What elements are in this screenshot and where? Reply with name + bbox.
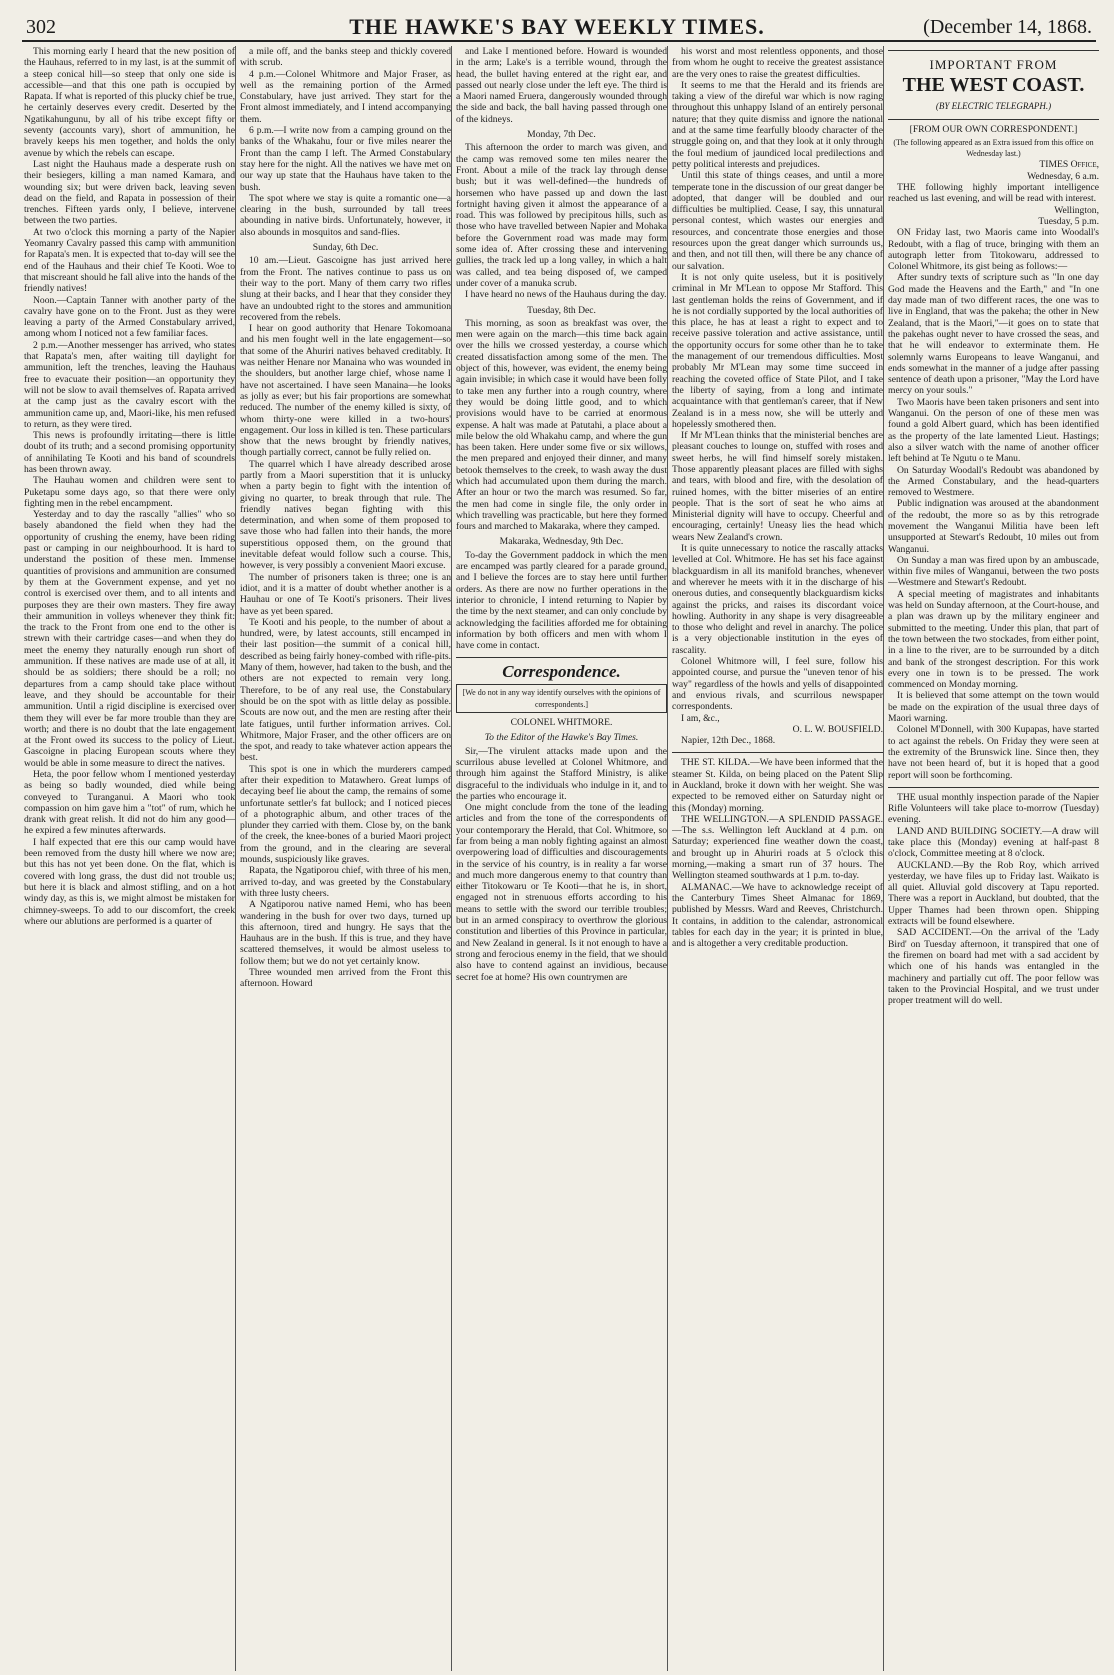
headline-west-coast: THE WEST COAST. [902,74,1085,97]
dateline: Makaraka, Wednesday, 9th Dec. [499,536,624,548]
dateline: Sunday, 6th Dec. [312,242,379,254]
column-4 [672,46,883,1671]
letter-dateline: Napier, 12th Dec., 1868. [681,735,776,747]
paragraph: Colonel Whitmore will, I feel sure, follow his appointed course, and pursue the "uneven tenor of his way" regardless of the howls and yells of disappointed and envious rivals, and scurrilous newspaper correspondents. [672,656,883,713]
telegraph-credit: (BY ELECTRIC TELEGRAPH.) [935,101,1052,112]
paragraph: THE following highly important intelligence reached us last evening, and will be read with interest. [888,182,1099,205]
paragraph: I have heard no news of the Hauhaus during the day. [465,289,667,301]
paragraph: On Saturday Woodall's Redoubt was abandoned by the Armed Constabulary, and the head-quarters removed to Westmere. [888,464,1099,499]
paragraph: 2 p.m.—Another messenger has arrived, who states that Rapata's men, after waiting till daylight for ammunition, left the trenches, leaving the Hauhaus free to evacuate their position—an opportunity they will not be slow to avail themselves of. Rapata arrived at the camp just as the cavalry escort with the ammunition came up, and, Maori-like, his men refused to return, as they were tired. [24,339,235,430]
page-number: 302 [26,16,56,38]
paragraph: It is quite unnecessary to notice the rascally attacks levelled at Col. Whitmore. He has set his face against blackguardism in all its manifold branches, whenever and wherever he meets with it in the discharge of his onerous duties, and consequently blackguardism kicks against the pricks, and raises its discordant voice howling. Authority in any shape is very disagreeable to those who delight and revel in anarchy. The police is a very objectionable institution in the eyes of rascality. [672,543,883,656]
column-3 [456,46,667,1671]
dateline: TIMES Office, [1039,159,1099,171]
paragraph: Sir,—The virulent attacks made upon and the scurrilous abuse levelled at Colonel Whitmore, and through him against the Stafford Ministry, is alike disgraceful to the individuals who indulge in it, and to the parties who encourage it. [456,745,667,802]
dateline: Tuesday, 8th Dec. [527,304,596,316]
paragraph: This spot is one in which the murderers camped after their expedition to Matawhero. Great lumps of decaying beef lie about the camp, the remains of some unfortunate settler's fat bullock; and I noticed pieces of a photographic album, and other traces of the plunder they carried with them. Close by, on the bank of the creek, the knee-bones of a buried Maori project from the ground, and in the clearing are several mounds, suspiciously like graves. [240,763,451,866]
paragraph: Heta, the poor fellow whom I mentioned yesterday as being so badly wounded, died while being conveyed to Turanganui. A Maori who took compassion on him gave him a "tot" of rum, which he drank with great relish. It did not do him any good—he expired a few minutes afterwards. [24,769,235,837]
section-rule [672,752,883,753]
paragraph: To-day the Government paddock in which the men are encamped was partly cleared for a parade ground, and I believe the forces are to stay here until further orders. As there are now no further operations in the interior to chronicle, I intend returning to Napier by the time by the next steamer, and can only conclude by acknowledging the facilities afforded me for obtaining information by both officers and men with whom I have come in contact. [456,549,667,652]
paragraph: It is not only quite useless, but it is positively criminal in Mr M'Lean to oppose Mr Stafford. This last gentleman holds the reins of Government, and if he is not cordially supported by the local authorities of this place, he has at least a right to expect and to receive passive toleration and active assistance, until the opportunity occurs for some other than he to take the management of our tremendous difficulties. Most probably Mr M'Lean may some time succeed in reaching the coveted office of State Pilot, and I take the liberty of saying, from a long and intimate acquaintance with that gentleman's career, that if New Zealand is in a mess now, she will be utterly and hopelessly smothered then. [672,271,883,430]
paragraph: One might conclude from the tone of the leading articles and from the tone of the correspondents of your contemporary the Herald, that Col. Whitmore, so far from being a man nobly fighting against an almost overpowering load of difficulties and discouragements in the service of his country, is in reality a far worse and much more dangerous enemy to that country than either Titokowaru or Te Kooti—that he is, in short, engaged not in strenuous efforts according to his means to settle with the sword our terrible troubles; but in an armed conspiracy to overthrow the glorious constitution and liberties of this Province in particular, and New Zealand in general. Is it not enough to have a strong and ferocious enemy in the field, that we should also have to contend against an invidious, because secret foe at home? His own countrymen are [456,802,667,983]
paragraph: 4 p.m.—Colonel Whitmore and Major Fraser, as well as the remaining portion of the Armed Constabulary, have just arrived. They start for the Front almost immediately, and I intend accompanying them. [240,68,451,125]
paragraph: ON Friday last, two Maoris came into Woodall's Redoubt, with a flag of truce, bringing with them an autograph letter from Titokowaru, addressed to Colonel Whitmore, its gist being as follows:— [888,227,1099,273]
paragraph: Te Kooti and his people, to the number of about a hundred, were, by latest accounts, still encamped in their last position—the summit of a conical hill, described as being fairly honey-combed with rifle-pits. Many of them, however, had taken to the bush, and the others are not expected to remain very long. Therefore, to be of any real use, the Constabulary should be on the spot with as little delay as possible. Scouts are now out, and the men are resting after their late fatigues, until further information arrives. Col. Whitmore, Major Fraser, and the other officers are on the spot, and ready to take whatever action appears the best. [240,616,451,764]
news-item: THE usual monthly inspection parade of the Napier Rifle Volunteers will take place to-morrow (Tuesday) evening. [888,791,1099,826]
dateline: Wednesday, 6 a.m. [1027,170,1099,182]
column-rule [235,46,236,1671]
issue-date: (December 14, 1868. [923,16,1092,38]
news-item: THE ST. KILDA.—We have been informed that the steamer St. Kilda, on being placed on the Patent Slip in Auckland, broke it down with her weight. She was expected to be removed either on Saturday night or this (Monday) morning. [672,757,883,814]
column-rule [883,46,884,1671]
dateline: Wellington, [1054,204,1099,216]
paragraph: This afternoon the order to march was given, and the camp was removed some ten miles nearer the Front. About a mile of the track lay through dense bush; but it was well-defined—the hundreds of horsemen who have passed up and down the last fortnight having given it almost the appearance of a road. This was followed by precipitous hills, such as those who have travelled between Napier and Mohaka before the Government road was made may form some idea of. After crossing these and intervening gullies, the track led up a long valley, in which a halt was called, and tea being disposed of, we camped under cover of a manuka scrub. [456,142,667,289]
paragraph: This morning, as soon as breakfast was over, the men were again on the march—this time back again over the hills we crossed yesterday, a course which created dissatisfaction among some of the men. The object of this, however, was evident, the enemy being again invisible; in which case it would have been folly to take men any further into a rough country, where they would be doing little good, and to which provisions would have to be carried at enormous expense. A halt was made at Patutahi, a place about a mile below the old Whakahu camp, and where the gun has been taken. Here under some five or six willows, the men prepared and enjoyed their dinner, and many betook themselves to the creek, to wash away the dust which had accumulated upon them during the march. After an hour or two the march was resumed. So far, the men had come in single file, the only order in which travelling was practicable, but here they formed fours and marched to Makaraka, where they camped. [456,317,667,533]
masthead [0,14,1114,40]
paragraph: This morning early I heard that the new position of the Hauhaus, referred to in my last, is at the summit of a steep conical hill—so steep that only one side is accessible—and that this one path is occupied by Rapata. If what is reported of this plucky chief be true, he certainly deserves every credit. Deserted by the Ngatikahungunu, by all of his tribe except fifty or seventy (accounts vary), short of ammunition, he bravely keeps his men together, and holds the only avenue by which the rebels can escape. [24,46,235,159]
telegraph-header-box [888,50,1099,120]
paragraph: a mile off, and the banks steep and thickly covered with scrub. [240,46,451,69]
paragraph: The quarrel which I have already described arose partly from a Maori superstition that it is unlucky when a party begin to fight with the intention of giving no quarter, to break through that rule. The friendly natives began fighting with this determination, and when some of them proposed to save those who had fallen into their hands, the more superstitious opposed them, on the ground that inevitable defeat would follow such a course. This, however, is very possibly a convenient Maori excuse. [240,458,451,572]
paragraph: Three wounded men arrived from the Front this afternoon. Howard [240,967,451,990]
column-rule [451,46,452,1671]
paragraph: 6 p.m.—I write now from a camping ground on the banks of the Whakahu, four or five miles nearer the Front than the camp I left. The Armed Constabulary stay here for the night. All the natives we have met on our way up state that the Hauhaus have taken to the bush. [240,125,451,193]
news-item: AUCKLAND.—By the Rob Roy, which arrived yesterday, we have files up to Friday last. Waikato is all quiet. Alluvial gold discovery at Tapu reported. There was a report in Auckland, but doubted, that the Upper Thames had been thrown open. Shipping extracts will be found elsewhere. [888,859,1099,928]
paragraph: At two o'clock this morning a party of the Napier Yeomanry Cavalry passed this camp with ammunition for Rapata's men. It is expected that to-day will see the end of the Hauhaus and their chief Te Kooti. Woe to that miscreant should he fall alive into the hands of the friendly natives! [24,226,235,295]
extra-note: (The following appeared as an Extra issued from this office on Wednesday last.) [893,137,1094,159]
paragraph: Yesterday and to day the rascally "allies" who so basely abandoned the field when they had the opportunity of crushing the enemy, have been riding past or camping in our neighbourhood. It is hard to understand the position of these men. Immense quantities of provisions and ammunition are consumed by them at the Government expense, and yet no control is exercised over them, and to all intents and purposes they are their own masters. They fire away their ammunition in volleys whenever they think fit: the track to the Front from one end to the other is strewn with their cartridge cases—and when they do meet the enemy they naturally enough run short of ammunition. If these natives are made use of at all, it should be as soldiers; there should be a roll; no departures from a camp should take place without leave, and they should be accountable for their ammunition. Until a rigid discipline is exercised over them they will ever be far more trouble than they are worth; and there is no doubt that the late engagement at the Front owed its success to the policy of Lieut. Gascoigne in placing European scouts where they would be able in some measure to direct the natives. [24,509,235,769]
paragraph: Until this state of things ceases, and until a more temperate tone in the discussion of our great danger be adopted, that danger will be doubled and our difficulties be multiplied. Cease, I say, this unnatural personal contest, which wastes our energies and resources, and concentrate those energies and those resources upon the great danger which surrounds us, and then, and not till then, will there be any chance of our salvation. [672,170,883,272]
paragraph: his worst and most relentless opponents, and those from whom he ought to receive the greatest assistance are the very ones to raise the greatest difficulties. [672,46,883,80]
news-item: SAD ACCIDENT.—On the arrival of the 'Lady Bird' on Tuesday afternoon, it transpired that one of the firemen on board had met with a sad accident by which one of his hands was entangled in the machinery and partially cut off. The poor fellow was taken to the Provincial Hospital, and we trust under proper treatment will do well. [888,927,1099,1007]
dateline: Tuesday, 5 p.m. [1038,215,1099,227]
newspaper-title: THE HAWKE'S BAY WEEKLY TIMES. [349,14,765,39]
section-rule [888,787,1099,788]
paragraph: Two Maoris have been taken prisoners and sent into Wanganui. On the person of one of these men was found a gold Albert guard, which has been identified as the property of the late lamented Lieut. Hastings; also a silver watch with the name of another officer left behind at Te Ngutu o te Manu. [888,396,1099,465]
letter-signature: O. L. W. BOUSFIELD. [792,723,883,735]
paragraph: I half expected that ere this our camp would have been removed from the dusty hill where we now are; but this has not yet been done. On the flat, which is covered with long grass, the dust did not trouble us; but here it is black and almost stifling, and on a hot windy day, as this is, we might almost be mistaken for chimney-sweeps. To add to our discomfort, the creek where our ablutions are performed is a quarter of [24,836,235,927]
headline-important-from: IMPORTANT FROM [929,57,1058,72]
news-item: LAND AND BUILDING SOCIETY.—A draw will take place this (Monday) evening at half-past 8 o'clock, Committee meeting at 8 o'clock. [888,825,1099,860]
news-item: ALMANAC.—We have to acknowledge receipt of the Canterbury Times Sheet Almanac for 1869, published by Messrs. Ward and Reeves, Christchurch. It contains, in addition to the calendar, astronomical tables for each day in the year; it is printed in blue, and is altogether a very creditable production. [672,881,883,950]
column-5 [888,46,1099,1671]
section-heading-correspondence: Correspondence. [502,662,621,682]
paragraph: A Ngatiporou native named Hemi, who has been wandering in the bush for over two days, turned up this afternoon, tired and hungry. He says that the Hauhaus are in the bush. If this is true, and they have scattered themselves, it would be almost useless to follow them; but we do not yet certainly know. [240,899,451,967]
masthead-rule [22,40,1096,42]
paragraph: After sundry texts of scripture such as "In one day God made the Heavens and the Earth," and "In one day made man of two different races, the one was to live in England, that was the pakeha; the other in New Zealand, that is the Maori,"—it goes on to state that the pakehas ought never to have crossed the seas, and that he will endeavor to exterminate them. He solemnly warns Europeans to leave Wanganui, and ends somewhat in the manner of a judge after passing sentence of death upon a prisoner, "May the Lord have mercy on your souls." [888,272,1099,397]
paragraph: A special meeting of magistrates and inhabitants was held on Sunday afternoon, at the Court-house, and a plan was drawn up by the military engineer and submitted to the meeting. Under this plan, that part of the town between the two stockades, from either point, in a line to the river, are to be surrounded by a ditch and bank of the strongest description. For this work every one in town is to be pressed. The work commenced on Monday morning. [888,588,1099,691]
paragraph: I am, &c., [681,712,720,724]
paragraph: I hear on good authority that Henare Tokomoana and his men fought well in the late engagement—so that some of the Ahuriri natives behaved creditably. It was neither Henare nor Manaina who was wounded in the shoulders, but another large chief, whose name I have not ascertained. I have seen Manaina—he looks as jolly as ever; but his fair proportions are somewhat reduced. The number of the enemy killed is sixty, of whom thirty-one were killed in a two-hours' engagement. Our loss in killed is ten. These particulars show that the news brought by friendly natives, though partially correct, cannot be fully relied on. [240,323,451,459]
section-rule [456,657,667,658]
paragraph: This news is profoundly irritating—there is little doubt of its truth; and a second promising opportunity of annihilating Te Kooti and his band of scoundrels has been thrown away. [24,430,235,475]
paragraph: Last night the Hauhaus made a desperate rush on their besiegers, killing a man named Kamara, and wounding six; but were driven back, leaving seven dead on the field, and Rapata in possession of their trenches. Fifteen yards only, I believe, intervene between the two parties. [24,158,235,227]
editorial-disclaimer: [We do not in any way identify ourselves with the opinions of correspondents.] [456,684,667,713]
letter-heading: COLONEL WHITMORE. [510,717,613,729]
news-item: THE WELLINGTON.—A SPLENDID PASSAGE.—The s.s. Wellington left Auckland at 4 p.m. on Saturday; experienced fine weather down the coast, and brought up in Ahuriri roads at 5 o'clock this morning,—making a smart run of 37 hours. The Wellington steamed southwards at 1 p.m. to-day. [672,813,883,882]
column-2 [240,46,451,1671]
paragraph: and Lake I mentioned before. Howard is wounded in the arm; Lake's is a terrible wound, through the head, the bullet having entered at the right ear, and passed out nearly close under the left eye. The third is a Maori named Eruera, dangerously wounded through the side and back, the ball having passed through one of the kidneys. [456,46,667,125]
paragraph: Rapata, the Ngatiporou chief, with three of his men, arrived to-day, and was greeted by the Constabulary with three lusty cheers. [240,865,451,899]
paragraph: Noon.—Captain Tanner with another party of the cavalry have gone on to the Front. Just as they were leaving a party of the Armed Constabulary arrived, among whom I noticed not a few familiar faces. [24,294,235,340]
paragraph: On Sunday a man was fired upon by an ambuscade, within five miles of Wanganui, between the two posts—Westmere and Stewart's Redoubt. [888,554,1099,589]
dateline: Monday, 7th Dec. [527,129,596,141]
paragraph: Colonel M'Donnell, with 300 Kupapas, have started to act against the rebels. On Friday they were seen at the extremity of the Brunswick line. Since then, they have not been heard of, but it is hoped that a good report will soon be forthcoming. [888,724,1099,781]
paragraph: The number of prisoners taken is three; one is an idiot, and it is a matter of doubt whether another is a Hauhau or one of Te Kooti's prisoners. Their lives have as yet been spared. [240,571,451,617]
paragraph: It is believed that some attempt on the town would be made on the expiration of the usual three days of Maori warning. [888,690,1099,725]
correspondent-credit: [FROM OUR OWN CORRESPONDENT.] [909,123,1078,135]
paragraph: The spot where we stay is quite a romantic one—a clearing in the bush, surrounded by tall trees abounding in native birds. Unfortunately, however, it also abounds in mosquitos and sand-flies. [240,192,451,238]
column-1 [24,46,235,1671]
paragraph: Public indignation was aroused at the abandonment of the redoubt, the more so as by this retrograde movement the Wanganui Militia have been left unsupported at Stewart's Redoubt, 10 miles out from Wanganui. [888,498,1099,555]
column-rule [667,46,668,1671]
paragraph: 10 am.—Lieut. Gascoigne has just arrived here from the Front. The natives continue to pass us on their way to the port. Many of them carry two rifles slung at their backs, and I hear that they consider they have an undoubted right to the stores and ammunition recovered from the rebels. [240,255,451,323]
letter-address: To the Editor of the Hawke's Bay Times. [484,732,639,744]
paragraph: It seems to me that the Herald and its friends are taking a view of the direful war which is now raging throughout this unhappy Island of an entirely personal nature; that they quite dismiss and ignore the national and at the same time fearfully bloody character of the struggle going on, and that they look at it only through the foul medium of jaundiced local predilections and petty political interests and prejudices. [672,79,883,170]
paragraph: The Hauhau women and children were sent to Puketapu some days ago, so that there were only fighting men in the rebel encampment. [24,475,235,509]
paragraph: If Mr M'Lean thinks that the ministerial benches are pleasant couches to lounge on, stuffed with roses and sweet herbs, he will find himself sorely mistaken. Those apparently pleasant places are filled with sighs and tears, with blood and fire, with the desolation of ruined homes, with the bitter miseries of an entire people. That is the sort of seat he who aims at Ministerial dignity will have to occupy. Cheerful and encouraging, certainly! Uneasy lies the head which wears New Zealand's crown. [672,430,883,543]
